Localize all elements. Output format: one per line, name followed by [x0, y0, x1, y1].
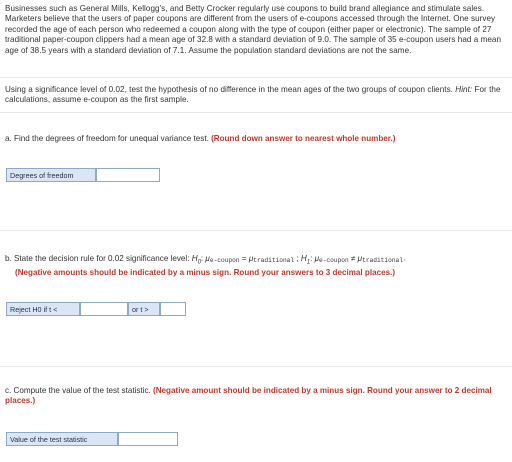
divider: [0, 77, 512, 78]
part-c-question: [5, 386, 505, 407]
test-statistic-input[interactable]: [118, 432, 178, 446]
part-a-question: [5, 134, 505, 144]
mu-symbol: μ: [248, 254, 254, 263]
or-label: or t >: [128, 302, 160, 316]
mu-symbol: μ: [357, 254, 363, 263]
part-c-note: (Negative amount should be indicated by a minus sign. Round your answer to 2 decimal places.): [5, 386, 492, 406]
test-statistic-row: [6, 432, 178, 446]
divider: [0, 366, 512, 367]
subscript-traditional: traditional·: [362, 257, 407, 264]
h1-symbol: $H_1$: [300, 254, 311, 266]
decision-rule-row: [6, 302, 186, 316]
divider: [0, 230, 512, 231]
task-statement: [5, 85, 505, 106]
hint-label: Hint:: [455, 85, 473, 94]
hint-text: For the calculations, assume e-coupon as the first sample.: [5, 85, 501, 105]
part-a-note: (Round down answer to nearest whole number.): [211, 134, 396, 143]
problem-intro: Businesses such as General Mills, Kellogg's, and Betty Crocker regularly use coupons to build brand allegiance and stimulate sales. Marketers believe that the users of paper coupons are different from the users of e-coupons accessed through the Internet. One survey recorded the age of each person who redeemed a coupon along with the type of coupon (either paper or electronic). The sample of 27 traditional paper-coupon clippers had a mean age of 32.8 with a standard deviation of 9.0. The sample of 35 e-coupon users had a mean age of 38.5 years with a standard deviation of 7.1. Assume the population standard deviations are not the same.: [5, 4, 502, 55]
subscript-ecoupon: e-coupon: [319, 257, 349, 264]
degrees-of-freedom-row: [6, 168, 160, 182]
test-statistic-label: Value of the test statistic: [6, 432, 118, 446]
reject-h0-label: Reject H0 if t <: [6, 302, 80, 316]
part-a-text: a. Find the degrees of freedom for unequal variance test.: [5, 134, 209, 143]
critical-value-upper-input[interactable]: [160, 302, 186, 316]
h0-symbol: $H_0$: [191, 254, 201, 266]
divider: [0, 112, 512, 113]
critical-value-lower-input[interactable]: [80, 302, 128, 316]
subscript-traditional: traditional: [253, 257, 295, 264]
mu-symbol: μ: [205, 254, 210, 263]
degrees-of-freedom-input[interactable]: [96, 168, 160, 182]
subscript-ecoupon: e-coupon: [209, 257, 240, 264]
part-b-note: (Negative amounts should be indicated by a minus sign. Round your answers to 3 decimal places.): [15, 268, 396, 278]
degrees-of-freedom-label: Degrees of freedom: [6, 168, 96, 182]
part-b-text: b. State the decision rule for 0.02 significance level:: [5, 254, 192, 263]
part-c-text: c. Compute the value of the test statistic.: [5, 386, 151, 395]
part-b-question: b. State the decision rule for 0.02 significance level: $H_0$: μe-coupon = μtraditional ; $H_1$: μe-coupon ≠ μtraditional· (Negative amounts should be indicated by a minus sign. Round your answers to 3 decimal places.): [5, 254, 505, 278]
task-text: Using a significance level of 0.02, test the hypothesis of no difference in the mean ages of the two groups of coupon clients.: [5, 85, 453, 94]
mu-symbol: μ: [314, 254, 319, 263]
